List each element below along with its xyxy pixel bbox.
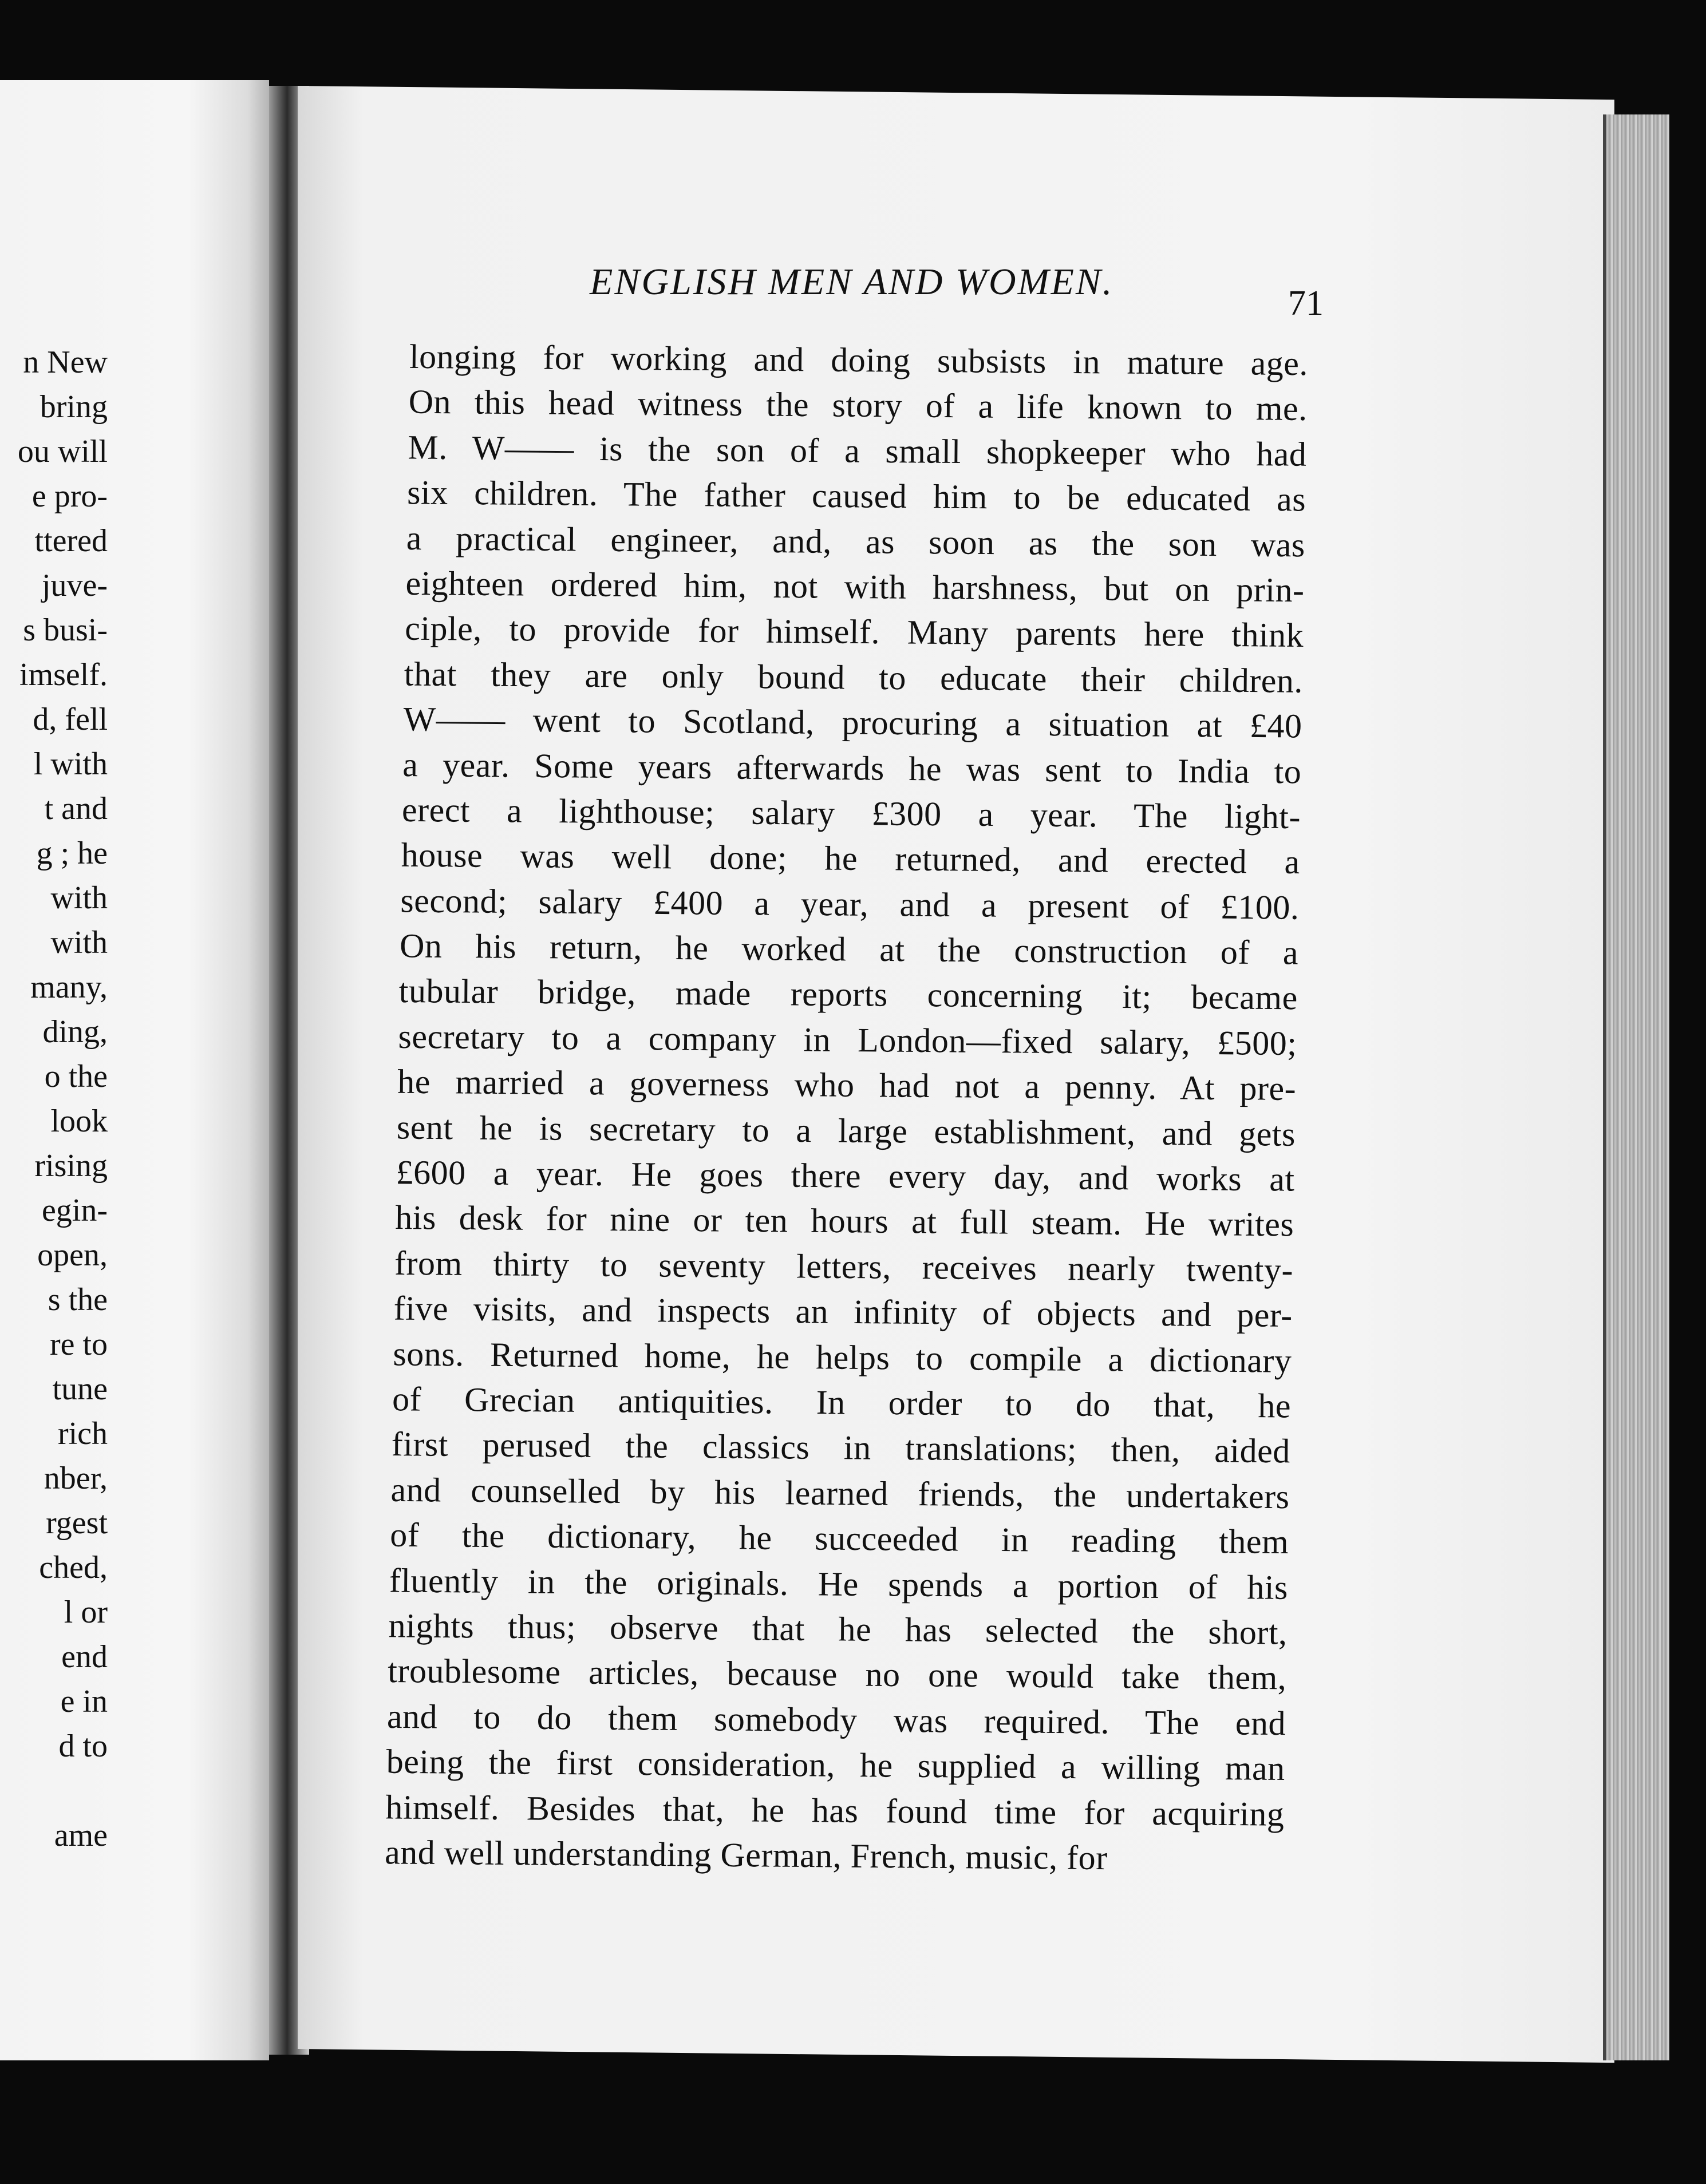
left-text-fragment: rising	[34, 1148, 108, 1184]
left-text-fragment: imself.	[19, 657, 108, 693]
text-line: troublesome articles, because no one would take them,	[388, 1652, 1287, 1697]
left-text-fragment: s the	[48, 1282, 108, 1317]
left-text-fragment: bring	[40, 389, 108, 425]
left-text-fragment: t and	[44, 791, 108, 826]
text-line: On his return, he worked at the construction of a	[399, 927, 1299, 972]
text-line: and counselled by his learned friends, the undertakers	[390, 1470, 1290, 1516]
body-text	[384, 337, 1309, 1877]
text-line: a year. Some years afterwards he was sent to India to	[402, 745, 1302, 790]
left-text-fragment: d, fell	[33, 702, 108, 737]
left-text-fragment: e pro-	[31, 478, 108, 514]
text-line: five visits, and inspects an infinity of objects and per-	[393, 1289, 1293, 1335]
text-line: of Grecian antiquities. In order to do that, he	[392, 1380, 1292, 1425]
left-text-fragment: with	[50, 925, 108, 960]
left-text-fragment: ding,	[42, 1014, 108, 1050]
text-line: house was well done; he returned, and erected a	[401, 836, 1300, 881]
text-line: first perused the classics in translations; then, aided	[391, 1425, 1291, 1470]
text-line: and to do them somebody was required. The end	[386, 1697, 1286, 1742]
left-text-fragment: tune	[52, 1371, 108, 1407]
text-line: nights thus; observe that he has selected the short,	[388, 1607, 1288, 1652]
text-line: second; salary £400 a year, and a present of £100.	[400, 881, 1300, 927]
text-line: eighteen ordered him, not with harshness, but on prin-	[405, 564, 1305, 610]
left-text-fragment: l or	[64, 1595, 108, 1630]
left-text-fragment: juve-	[41, 568, 108, 603]
left-text-fragment: open,	[37, 1237, 108, 1273]
left-text-fragment: ttered	[34, 523, 108, 559]
text-line: of the dictionary, he succeeded in reading them	[389, 1516, 1289, 1561]
left-text-fragment: many,	[30, 970, 108, 1005]
left-text-fragment: with	[50, 880, 108, 916]
text-line: erect a lighthouse; salary £300 a year. The light-	[401, 790, 1301, 836]
text-line: secretary to a company in London—fixed salary, £500;	[398, 1017, 1297, 1063]
text-line: and well understanding German, French, music, for	[384, 1833, 1108, 1877]
left-text-fragment: end	[61, 1639, 108, 1675]
text-line: a practical engineer, and, as soon as the son was	[406, 519, 1306, 564]
left-text-fragment: n New	[23, 345, 108, 380]
text-line: On this head witness the story of a life known to me.	[408, 383, 1308, 428]
text-line: himself. Besides that, he has found time for acquiring	[385, 1787, 1285, 1833]
text-line: £600 a year. He goes there every day, and works at	[396, 1153, 1295, 1198]
left-text-fragment: ched,	[39, 1550, 108, 1585]
left-text-fragment: rgest	[46, 1505, 108, 1541]
text-line: six children. The father caused him to be educated as	[406, 473, 1306, 519]
text-line: longing for working and doing subsists in mature age.	[409, 337, 1309, 383]
text-line: sent he is secretary to a large establishment, and gets	[396, 1108, 1296, 1153]
page-edges	[1603, 114, 1669, 2060]
text-line: from thirty to seventy letters, receives nearly twenty-	[394, 1244, 1294, 1289]
left-text-fragment: g ; he	[36, 836, 108, 871]
page-number: 71	[1288, 284, 1324, 323]
text-line: sons. Returned home, he helps to compile a dictionary	[393, 1335, 1292, 1380]
text-line: that they are only bound to educate their children.	[404, 655, 1304, 700]
text-line: fluently in the originals. He spends a portion of his	[389, 1561, 1289, 1607]
text-line: ciple, to provide for himself. Many parents here think	[404, 609, 1304, 655]
left-text-fragment: egin-	[41, 1193, 108, 1228]
left-text-fragment: d to	[58, 1728, 108, 1764]
left-text-fragment: re to	[49, 1327, 108, 1362]
left-text-fragment: l with	[33, 746, 108, 782]
text-line: his desk for nine or ten hours at full steam. He writes	[395, 1198, 1294, 1244]
text-line: W—— went to Scotland, procuring a situation at £40	[403, 700, 1302, 745]
left-text-fragment: ou will	[17, 434, 108, 469]
running-head: ENGLISH MEN AND WOMEN.	[590, 261, 1114, 303]
left-text-fragment: nber,	[44, 1461, 108, 1496]
text-line: he married a governess who had not a penny. At pre-	[397, 1062, 1297, 1108]
left-text-fragment: look	[50, 1103, 108, 1139]
left-page	[0, 80, 269, 2060]
left-text-fragment: ame	[54, 1818, 108, 1853]
left-text-fragment: e in	[60, 1684, 108, 1719]
text-line: tubular bridge, made reports concerning it; became	[398, 972, 1298, 1017]
text-line: being the first consideration, he supplied a willing man	[386, 1742, 1285, 1788]
left-text-fragment: s busi-	[23, 612, 108, 648]
left-text-fragment: rich	[57, 1416, 108, 1451]
left-text-fragment: o the	[44, 1059, 108, 1094]
text-line: M. W—— is the son of a small shopkeeper who had	[408, 428, 1307, 473]
